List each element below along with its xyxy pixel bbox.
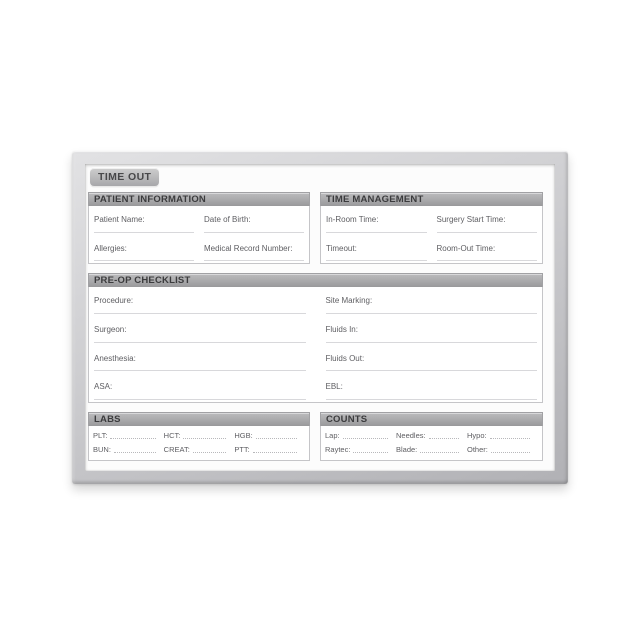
field-label: CREAT:	[163, 445, 190, 455]
field-anesthesia	[89, 345, 311, 374]
write-line	[94, 399, 306, 400]
field-label: EBL:	[325, 382, 343, 392]
section-preop-checklist	[88, 273, 543, 404]
field-hypo	[467, 431, 538, 440]
field-label: Allergies:	[94, 243, 127, 253]
whiteboard-frame	[72, 151, 568, 484]
field-lap	[325, 431, 396, 440]
write-line	[429, 432, 459, 439]
section-patient-information	[88, 192, 310, 265]
field-label: HCT:	[163, 430, 181, 440]
section-body-counts	[320, 426, 543, 461]
write-line	[114, 446, 156, 453]
write-line	[94, 370, 306, 371]
field-label: Date of Birth:	[204, 215, 251, 224]
labs-row-2	[93, 445, 305, 454]
write-line	[490, 432, 530, 439]
section-body-labs	[88, 426, 310, 461]
field-label: Procedure:	[94, 296, 134, 305]
write-line	[326, 232, 427, 233]
field-fluids-out	[321, 345, 543, 374]
write-line	[437, 260, 538, 261]
section-labs	[88, 412, 310, 462]
section-body-patient-information	[88, 206, 310, 264]
write-line	[183, 432, 226, 439]
field-label: Needles:	[396, 430, 426, 440]
field-fluids-in	[321, 316, 543, 345]
write-line	[326, 260, 427, 261]
field-label: Room-Out Time:	[436, 243, 496, 253]
field-allergies	[89, 235, 199, 264]
field-in-room-time	[321, 206, 432, 235]
write-line	[326, 342, 538, 343]
field-creat	[164, 445, 235, 454]
labs-row-1	[93, 431, 305, 440]
field-label: PTT:	[234, 445, 250, 455]
field-patient-name	[89, 206, 199, 235]
field-label: Fluids In:	[325, 324, 358, 334]
field-label: Surgeon:	[94, 324, 127, 334]
field-label: Timeout:	[326, 243, 357, 253]
counts-row-1	[325, 431, 538, 440]
field-raytec	[325, 445, 396, 454]
field-label: Raytec:	[325, 445, 351, 455]
write-line	[94, 232, 194, 233]
write-line	[420, 446, 459, 453]
write-line	[326, 370, 538, 371]
field-label: Surgery Start Time:	[436, 215, 506, 224]
field-label: ASA:	[94, 382, 113, 392]
field-label: In-Room Time:	[326, 215, 379, 224]
write-line	[94, 342, 306, 343]
timeout-title-badge: TIME OUT	[90, 168, 159, 186]
field-asa	[89, 373, 311, 402]
field-label: PLT:	[93, 430, 108, 440]
field-bun	[93, 445, 164, 454]
write-line	[204, 232, 304, 233]
write-line	[110, 432, 155, 439]
field-label: Other:	[467, 445, 488, 455]
write-line	[94, 260, 194, 261]
field-date-of-birth	[199, 206, 309, 235]
counts-row-2	[325, 445, 538, 454]
field-label: Blade:	[396, 445, 418, 455]
field-label: Fluids Out:	[325, 353, 365, 363]
field-ptt	[234, 445, 305, 454]
field-hgb	[234, 431, 305, 440]
field-blade	[396, 445, 467, 454]
section-header-time-management: TIME MANAGEMENT	[320, 192, 543, 206]
write-line	[193, 446, 227, 453]
field-needles	[396, 431, 467, 440]
preop-right-column	[321, 287, 543, 402]
field-ebl	[321, 373, 543, 402]
field-room-out-time	[432, 235, 543, 264]
field-label: HGB:	[234, 430, 253, 440]
field-timeout	[321, 235, 432, 264]
write-line	[204, 260, 304, 261]
field-other	[467, 445, 538, 454]
field-plt	[93, 431, 164, 440]
write-line	[437, 232, 538, 233]
preop-left-column	[89, 287, 311, 402]
field-label: BUN:	[93, 445, 111, 455]
write-line	[326, 399, 538, 400]
field-label: Medical Record Number:	[204, 243, 293, 253]
section-counts	[320, 412, 543, 462]
field-medical-record-number	[199, 235, 309, 264]
section-header-patient-information: PATIENT INFORMATION	[88, 192, 310, 206]
section-header-preop-checklist: PRE-OP CHECKLIST	[88, 273, 543, 287]
field-procedure	[89, 287, 311, 316]
section-time-management	[320, 192, 543, 265]
write-line	[94, 313, 306, 314]
section-body-preop-checklist	[88, 287, 543, 403]
field-surgeon	[89, 316, 311, 345]
section-body-time-management	[320, 206, 543, 264]
section-header-counts: COUNTS	[320, 412, 543, 426]
write-line	[343, 432, 388, 439]
field-label: Hypo:	[467, 430, 487, 440]
field-label: Site Marking:	[325, 296, 373, 305]
field-label: Anesthesia:	[94, 353, 136, 363]
section-header-labs: LABS	[88, 412, 310, 426]
whiteboard-surface	[85, 164, 555, 471]
field-label: Patient Name:	[94, 215, 145, 224]
write-line	[253, 446, 297, 453]
field-site-marking	[321, 287, 543, 316]
field-label: Lap:	[325, 430, 340, 440]
write-line	[256, 432, 297, 439]
write-line	[353, 446, 388, 453]
field-surgery-start-time	[432, 206, 543, 235]
field-hct	[164, 431, 235, 440]
write-line	[491, 446, 530, 453]
write-line	[326, 313, 538, 314]
